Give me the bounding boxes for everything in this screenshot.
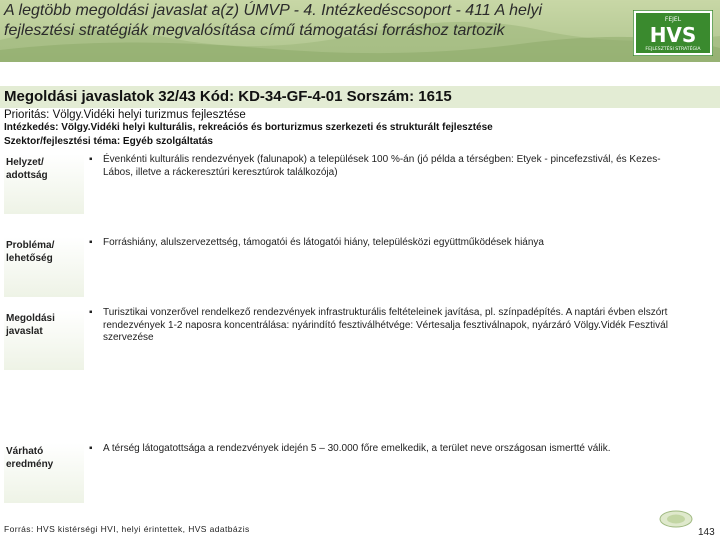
row-text-content: Turisztikai vonzerővel rendelkező rendezvények infrastrukturális feltételeinek javítása, pl. színpadépítés. A naptári évben elszórt rendezvények 1-2 naposra koncentrálása: nyárindító fesztiválhétvége: Vértesalja fesztiválnapok, nyárzáró Völgy.Vidék Fesztivál szervezése [103, 307, 668, 343]
row-label-line: Várható [6, 446, 44, 457]
row-label-line: Probléma/ [6, 240, 55, 251]
page-number: 143 [698, 527, 715, 538]
row-text-content: A térség látogatottsága a rendezvények idején 5 – 30.000 főre emelkedik, a terület neve országosan ismertté válik. [103, 443, 611, 454]
intezkedes-line: Intézkedés: Völgy.Vidéki helyi kulturális, rekreációs és borturizmus szerkezeti és strukturált fejlesztése [4, 122, 493, 133]
logo-main-text: HVS [649, 23, 697, 47]
logo-bottom-text: FEJLESZTÉSI STRATÉGIA [645, 47, 701, 52]
row-label-line: adottság [6, 170, 48, 181]
bullet-icon: ▪ [89, 307, 93, 318]
row-label-line: lehetőség [6, 253, 53, 264]
row-label-line: eredmény [6, 459, 54, 470]
row-label-helyzet [4, 154, 84, 214]
page-header-title: A legtöbb megoldási javaslat a(z) ÚMVP - 4. Intézkedéscsoport - 411 A helyi fejlesztési stratégiák megvalósítása című támogatási forráshoz tartozik [4, 2, 543, 39]
row-text-content: Forráshiány, alulszervezettség, támogatói és látogatói hiány, településközi együttműködések hiánya [103, 237, 544, 248]
bullet-icon: ▪ [89, 237, 93, 248]
header-banner [0, 0, 720, 62]
row-text-megoldasi [90, 307, 686, 345]
page-title: Megoldási javaslatok 32/43 Kód: KD-34-GF-4-01 Sorszám: 1615 [4, 88, 452, 105]
row-label-line: Helyzet/ [6, 157, 44, 168]
row-label-line: javaslat [6, 326, 43, 337]
row-label-varhato [4, 443, 84, 503]
row-text-varhato [90, 443, 686, 456]
source-footnote: Forrás: HVS kistérségi HVI, helyi érintettek, HVS adatbázis [4, 524, 250, 534]
row-text-helyzet [90, 154, 686, 179]
bullet-icon: ▪ [89, 443, 93, 454]
main-title-band [0, 86, 720, 108]
row-label-problema [4, 237, 84, 297]
szektor-line: Szektor/fejlesztési téma: Egyéb szolgáltatás [4, 136, 213, 147]
hvs-logo [633, 10, 713, 56]
row-text-content: Évenkénti kulturális rendezvények (falunapok) a települések 100 %-án (jó példa a térségben: Etyek - pincefezstivál, és Kezes-Lábos, illetve a ráckeresztúri keresztúrok találkozója) [103, 154, 661, 178]
priority-line: Prioritás: Völgy.Vidéki helyi turizmus fejlesztése [4, 109, 246, 121]
row-label-line: Megoldási [6, 313, 55, 324]
footer-logo-icon [658, 509, 694, 529]
bullet-icon: ▪ [89, 154, 93, 165]
row-text-problema [90, 237, 686, 250]
logo-top-text: FEJEL [664, 16, 682, 23]
row-label-megoldasi [4, 310, 84, 370]
